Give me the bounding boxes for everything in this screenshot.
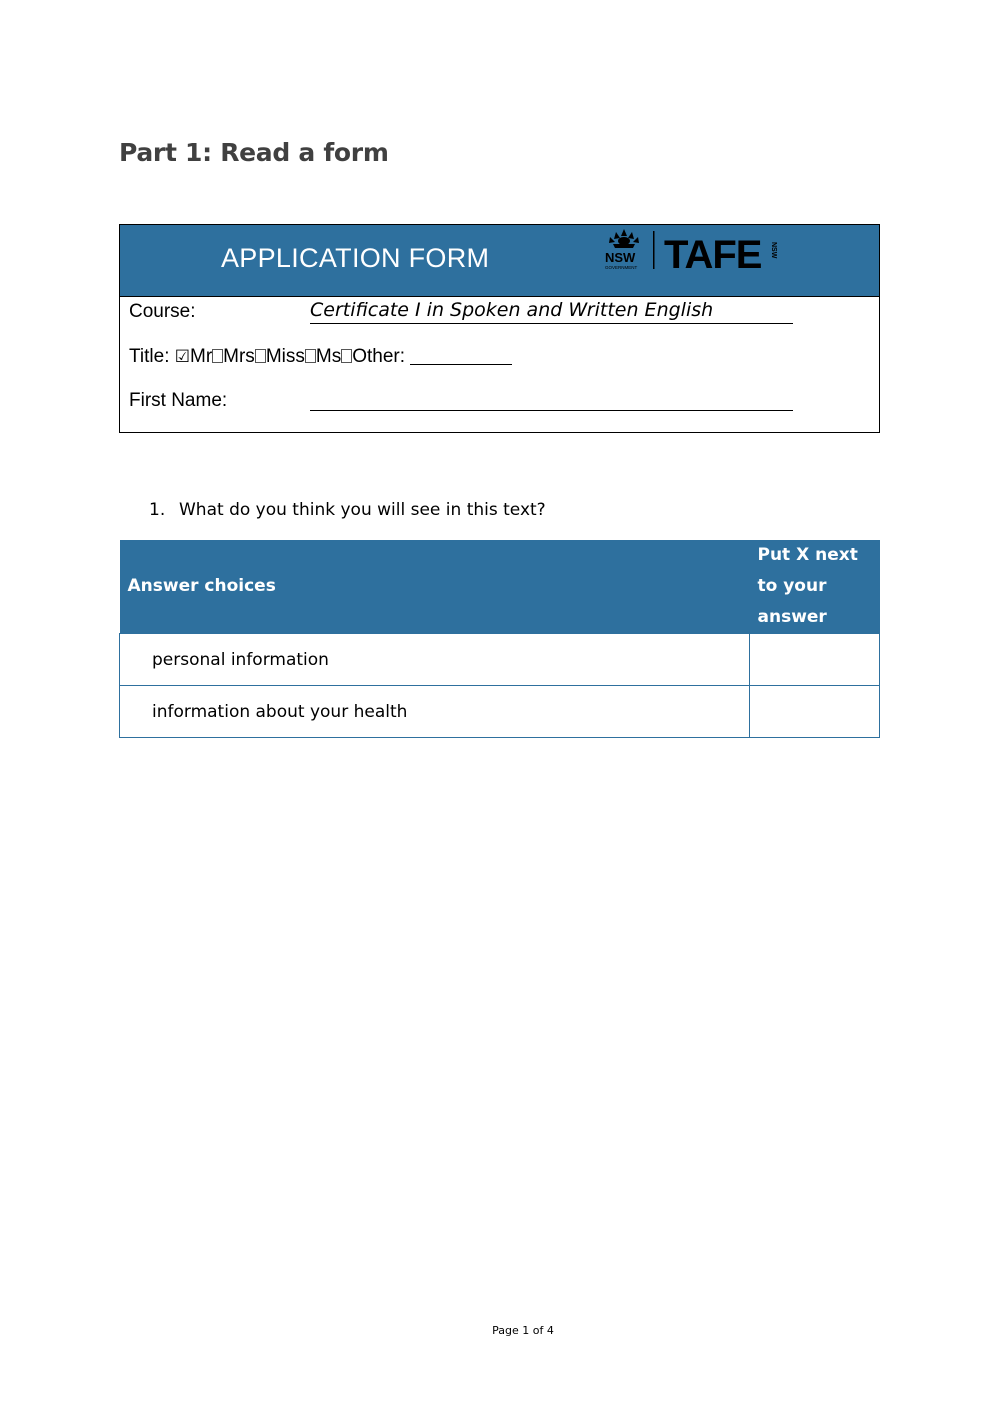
page-title: Part 1: Read a form — [119, 138, 389, 167]
answer-mark-cell[interactable] — [750, 634, 880, 686]
checked-box-icon[interactable]: ☑ — [174, 347, 190, 366]
question-1 — [149, 500, 546, 520]
title-label: Title: — [129, 346, 170, 367]
title-option-ms[interactable]: Ms — [305, 346, 341, 368]
course-field[interactable]: Certificate I in Spoken and Written English — [310, 298, 793, 324]
title-option-mrs[interactable]: Mrs — [212, 346, 255, 368]
title-option-mr[interactable]: ☑Mr — [174, 346, 213, 367]
nsw-text: NSW — [605, 250, 636, 265]
application-form-title: APPLICATION FORM — [221, 243, 490, 273]
answer-choices-header: Answer choices — [120, 540, 750, 634]
put-x-header: Put X next to your answer — [750, 540, 880, 634]
application-form — [119, 224, 880, 433]
table-row — [120, 686, 880, 738]
question-text: What do you think you will see in this text? — [179, 500, 546, 520]
question-number: 1. — [149, 500, 166, 520]
checkbox-icon[interactable] — [212, 349, 223, 363]
first-name-field[interactable] — [310, 410, 793, 411]
answer-choice: information about your health — [120, 686, 750, 738]
checkbox-icon[interactable] — [305, 349, 316, 363]
nsw-tafe-logo — [604, 227, 784, 273]
table-row — [120, 634, 880, 686]
first-name-label: First Name: — [129, 390, 228, 411]
tafe-nsw-text: NSW — [770, 242, 777, 259]
title-option-miss[interactable]: Miss — [255, 346, 305, 368]
title-option-other[interactable]: Other: — [341, 346, 512, 368]
answer-mark-cell[interactable] — [750, 686, 880, 738]
title-options — [129, 346, 512, 368]
checkbox-icon[interactable] — [341, 349, 352, 363]
application-form-header — [120, 225, 879, 297]
answer-table — [119, 540, 880, 738]
other-title-field[interactable] — [410, 348, 512, 365]
government-text: GOVERNMENT — [605, 265, 638, 270]
table-header-row — [120, 540, 880, 634]
course-label: Course: — [129, 301, 196, 322]
answer-choice: personal information — [120, 634, 750, 686]
tafe-text: TAFE — [664, 233, 762, 273]
waratah-logo-icon — [604, 227, 784, 273]
checkbox-icon[interactable] — [255, 349, 266, 363]
page-footer: Page 1 of 4 — [492, 1324, 554, 1337]
